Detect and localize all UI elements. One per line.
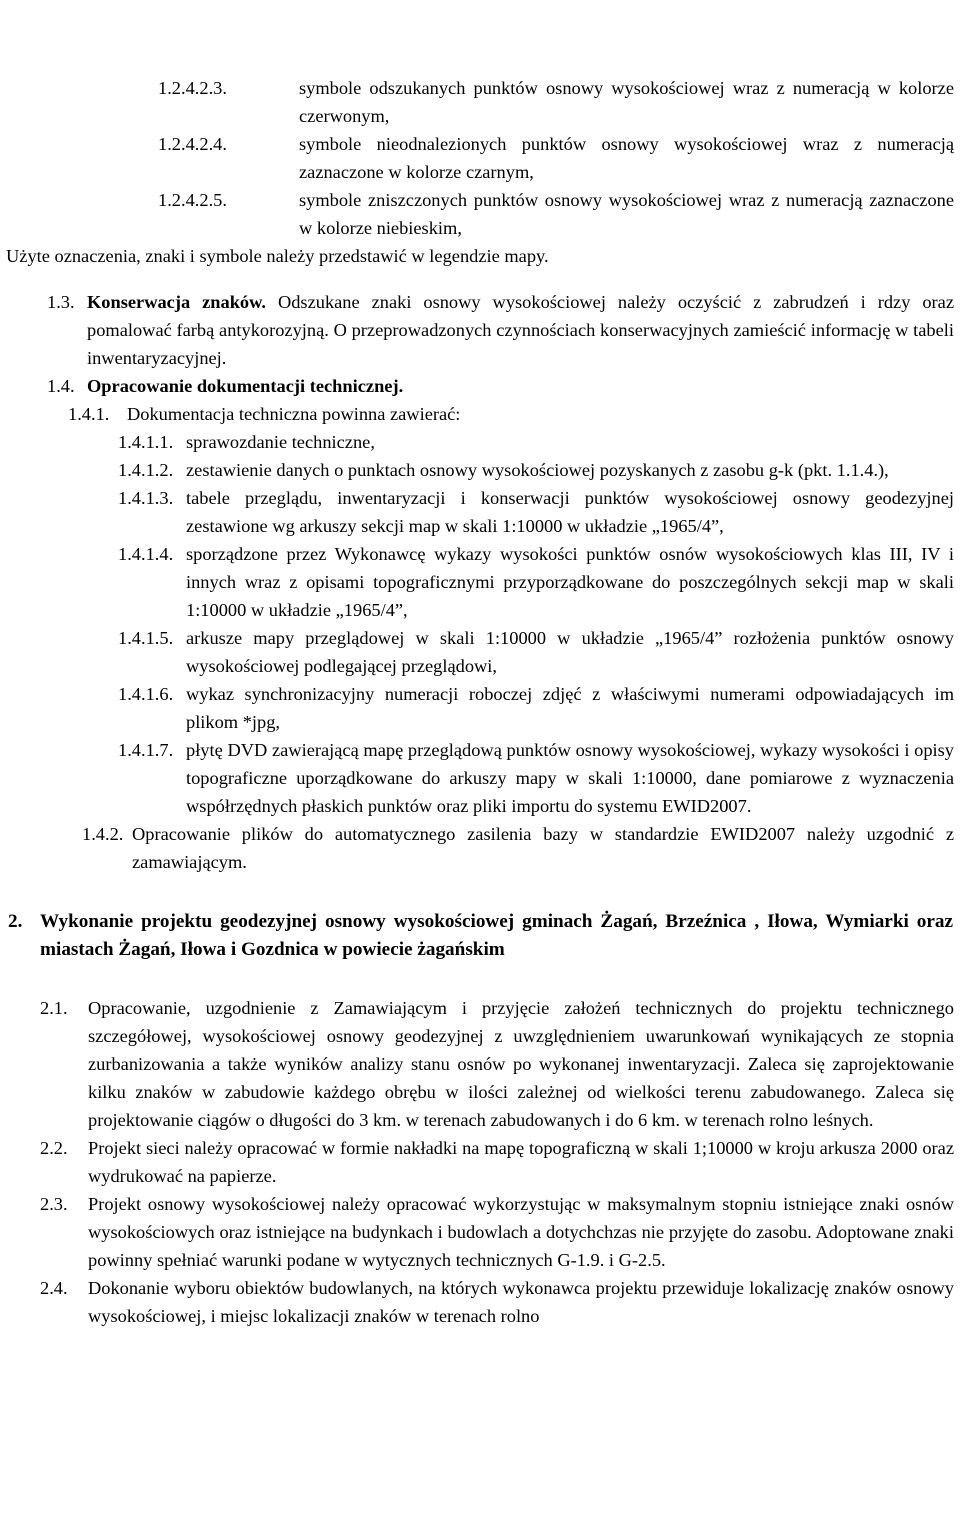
item-body: Użyte oznaczenia, znaki i symbole należy przedstawić w legendzie mapy. xyxy=(6,246,549,266)
item-body: symbole zniszczonych punktów osnowy wysokościowej wraz z numeracją zaznaczone w kolorze niebieskim, xyxy=(299,190,954,238)
item-text xyxy=(186,540,954,624)
item-text xyxy=(186,456,954,484)
item-number: 2.2. xyxy=(40,1138,68,1158)
list-item-1-4-1-2 xyxy=(0,456,954,484)
item-number: 1.4.1.4. xyxy=(118,544,174,564)
item-number: 1.4.1.3. xyxy=(118,488,174,508)
item-text xyxy=(186,680,954,736)
item-body: Dokonanie wyboru obiektów budowlanych, na których wykonawca projektu przewiduje lokalizację znaków osnowy wysokościowej, i miejsc lokalizacji znaków w terenach rolno xyxy=(88,1278,954,1326)
list-item-1-4-1-7 xyxy=(0,736,954,820)
item-number: 2.4. xyxy=(40,1278,68,1298)
list-item-1-4-1-6 xyxy=(0,680,954,736)
item-text xyxy=(299,74,954,130)
list-item-1-4 xyxy=(0,372,954,400)
list-item-2-1 xyxy=(0,994,954,1134)
item-text xyxy=(87,372,954,400)
item-text xyxy=(299,130,954,186)
list-item-legend-note xyxy=(0,242,954,270)
item-body: Projekt sieci należy opracować w formie nakładki na mapę topograficzną w skali 1;10000 w kroju arkusza 2000 oraz wydrukować na papierze. xyxy=(88,1138,954,1186)
list-item-1-4-1-3 xyxy=(0,484,954,540)
item-number: 1.4.1.1. xyxy=(118,432,174,452)
list-item-1-2-4-2-4 xyxy=(0,130,954,186)
list-item-1-2-4-2-5 xyxy=(0,186,954,242)
item-number: 1.4.1.6. xyxy=(118,684,174,704)
item-body: wykaz synchronizacyjny numeracji roboczej zdjęć z właściwymi numerami odpowiadających im plikom *jpg, xyxy=(186,684,954,732)
list-item-1-2-4-2-3 xyxy=(0,74,954,130)
item-body: symbole nieodnalezionych punktów osnowy wysokościowej wraz z numeracją zaznaczone w kolorze czarnym, xyxy=(299,134,954,182)
item-body: Odszukane znaki osnowy wysokościowej należy oczyścić z zabrudzeń i rdzy oraz pomalować farbą antykorozyjną. O przeprowadzonych czynnościach konserwacyjnych zamieścić informację w tabeli inwentaryzacyjnej. xyxy=(87,292,955,368)
item-number: 1.4.1. xyxy=(68,404,110,424)
item-text xyxy=(88,1274,954,1330)
item-text xyxy=(186,428,954,456)
document-body xyxy=(0,74,960,1330)
list-item-1-3 xyxy=(0,288,954,372)
list-item-2-4 xyxy=(0,1274,954,1330)
item-text xyxy=(186,736,954,820)
item-body: Projekt osnowy wysokościowej należy opracować wykorzystując w maksymalnym stopniu istniejące znaki osnów wysokościowych oraz istniejące na budynkach i budowlach a dotychchzas nie przyjęte do zasobu. Adoptowane znaki powinny spełniać warunki podane w wytycznych technicznych G-1.9. i G-2.5. xyxy=(88,1194,954,1270)
item-body: zestawienie danych o punktach osnowy wysokościowej pozyskanych z zasobu g-k (pkt. 1.1.4.), xyxy=(186,460,889,480)
list-item-2-2 xyxy=(0,1134,954,1190)
item-number: 1.4.1.5. xyxy=(118,628,174,648)
item-number: 1.2.4.2.5. xyxy=(158,190,227,210)
item-number: 1.4.1.7. xyxy=(118,740,174,760)
section-title: Wykonanie projektu geodezyjnej osnowy wysokościowej gminach Żagań, Brzeźnica , Iłowa, Wymiarki oraz miastach Żagań, Iłowa i Gozdnica w powiecie żagańskim xyxy=(40,911,953,960)
item-title: Konserwacja znaków. xyxy=(87,292,266,312)
item-text xyxy=(87,288,954,372)
list-item-1-4-1-1 xyxy=(0,428,954,456)
item-body: sprawozdanie techniczne, xyxy=(186,432,375,452)
item-text xyxy=(6,242,954,270)
item-title: Opracowanie dokumentacji technicznej. xyxy=(87,376,404,396)
item-text xyxy=(132,820,954,876)
section-2-heading xyxy=(8,908,953,964)
item-text xyxy=(127,400,954,428)
item-text xyxy=(186,624,954,680)
item-number: 2.3. xyxy=(40,1194,68,1214)
item-number: 1.4.2. xyxy=(82,824,124,844)
item-body: Opracowanie plików do automatycznego zasilenia bazy w standardzie EWID2007 należy uzgodnić z zamawiającym. xyxy=(132,824,954,872)
item-number: 2.1. xyxy=(40,998,68,1018)
item-body: arkusze mapy przeglądowej w skali 1:10000 w układzie „1965/4” rozłożenia punktów osnowy wysokościowej podlegającej przeglądowi, xyxy=(186,628,954,676)
list-item-1-4-1-5 xyxy=(0,624,954,680)
item-number: 1.4. xyxy=(47,376,75,396)
item-text xyxy=(299,186,954,242)
item-number: 1.2.4.2.3. xyxy=(158,78,227,98)
item-text xyxy=(88,1190,954,1274)
section-number: 2. xyxy=(8,911,23,932)
item-text xyxy=(88,994,954,1134)
item-number: 1.3. xyxy=(47,292,75,312)
item-body: sporządzone przez Wykonawcę wykazy wysokości punktów osnów wysokościowych klas III, IV i innych wraz z opisami topograficznymi przyporządkowane do poszczególnych sekcji map w skali 1:10000 w układzie „1965/4”, xyxy=(186,544,954,620)
item-body: Dokumentacja techniczna powinna zawierać: xyxy=(127,404,461,424)
list-item-1-4-1-4 xyxy=(0,540,954,624)
item-text xyxy=(88,1134,954,1190)
item-number: 1.2.4.2.4. xyxy=(158,134,227,154)
item-number: 1.4.1.2. xyxy=(118,460,174,480)
item-body: tabele przeglądu, inwentaryzacji i konserwacji punktów wysokościowej osnowy geodezyjnej zestawione wg arkuszy sekcji map w skali 1:10000 w układzie „1965/4”, xyxy=(186,488,954,536)
item-text xyxy=(186,484,954,540)
item-body: płytę DVD zawierającą mapę przeglądową punktów osnowy wysokościowej, wykazy wysokości i opisy topograficzne uporządkowane do arkuszy mapy w skali 1:10000, dane pomiarowe z wyznaczenia współrzędnych płaskich punktów oraz pliki importu do systemu EWID2007. xyxy=(186,740,954,816)
list-item-1-4-1 xyxy=(0,400,954,428)
item-body: symbole odszukanych punktów osnowy wysokościowej wraz z numeracją w kolorze czerwonym, xyxy=(299,78,954,126)
list-item-2-3 xyxy=(0,1190,954,1274)
item-body: Opracowanie, uzgodnienie z Zamawiającym i przyjęcie założeń technicznych do projektu technicznego szczegółowej, wysokościowej osnowy geodezyjnej z uwzględnieniem uwarunkowań wynikających ze stopnia zurbanizowania a także wyników analizy stanu osnów po wykonanej inwentaryzacji. Zaleca się zaprojektowanie kilku znaków w zabudowie każdego obrębu w ilości zależnej od wielkości terenu zabudowanego. Zaleca się projektowanie ciągów o długości do 3 km. w terenach zabudowanych i do 6 km. w terenach rolno leśnych. xyxy=(88,998,954,1130)
list-item-1-4-2 xyxy=(0,820,954,876)
